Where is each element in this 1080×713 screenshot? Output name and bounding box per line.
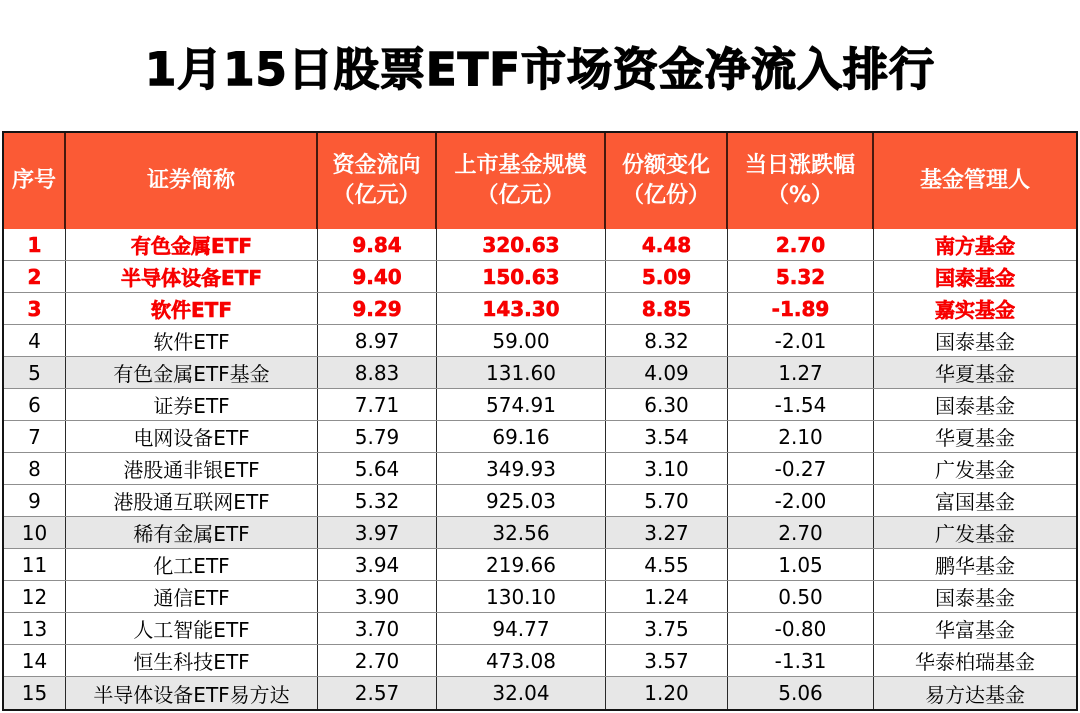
cell-rank: 7	[4, 421, 66, 452]
title-area	[0, 0, 1080, 131]
table-row	[4, 485, 1076, 517]
cell-share_change: 1.24	[606, 581, 728, 612]
table-row	[4, 517, 1076, 549]
cell-manager: 国泰基金	[935, 330, 1015, 354]
cell-manager: 国泰基金	[935, 266, 1015, 290]
table-row	[4, 581, 1076, 613]
cell-flow: 9.40	[318, 261, 437, 292]
cell-flow: 3.97	[318, 517, 437, 548]
cell-pct_change: -2.00	[728, 485, 874, 516]
cell-rank: 10	[4, 517, 66, 548]
cell-flow: 3.94	[318, 549, 437, 580]
cell-size: 94.77	[437, 613, 606, 644]
cell-pct_change: 0.50	[728, 581, 874, 612]
cell-flow: 3.90	[318, 581, 437, 612]
table-row	[4, 325, 1076, 357]
cell-rank: 11	[4, 549, 66, 580]
cell-flow: 2.57	[318, 677, 437, 709]
cell-pct_change: 1.05	[728, 549, 874, 580]
cell-flow: 8.83	[318, 357, 437, 388]
cell-name: 软件ETF	[66, 293, 318, 324]
table-row	[4, 677, 1076, 709]
cell-size: 925.03	[437, 485, 606, 516]
cell-pct_change: -1.54	[728, 389, 874, 420]
cell-size: 32.56	[437, 517, 606, 548]
cell-flow: 5.64	[318, 453, 437, 484]
cell-share_change: 4.48	[606, 229, 728, 260]
cell-pct_change: -1.89	[728, 293, 874, 324]
column-header-rank: 序号	[4, 133, 66, 229]
column-header-size: 上市基金规模 （亿元）	[437, 133, 606, 229]
etf-ranking-table	[2, 131, 1078, 711]
table-row	[4, 549, 1076, 581]
cell-name: 软件ETF	[66, 325, 318, 356]
cell-size: 32.04	[437, 677, 606, 709]
cell-name: 有色金属ETF基金	[66, 357, 318, 388]
cell-rank: 14	[4, 645, 66, 676]
table-row	[4, 261, 1076, 293]
table-row	[4, 645, 1076, 677]
cell-pct_change: 2.10	[728, 421, 874, 452]
cell-size: 150.63	[437, 261, 606, 292]
table-row	[4, 357, 1076, 389]
cell-name: 半导体设备ETF易方达	[66, 677, 318, 709]
cell-pct_change: -1.31	[728, 645, 874, 676]
cell-manager: 国泰基金	[935, 586, 1015, 610]
cell-share_change: 3.57	[606, 645, 728, 676]
cell-name: 港股通非银ETF	[66, 453, 318, 484]
cell-manager: 鹏华基金	[935, 554, 1015, 578]
cell-share_change: 6.30	[606, 389, 728, 420]
cell-manager: 国泰基金	[935, 394, 1015, 418]
cell-rank: 2	[4, 261, 66, 292]
cell-pct_change: 2.70	[728, 517, 874, 548]
cell-flow: 9.84	[318, 229, 437, 260]
cell-manager: 广发基金	[935, 522, 1015, 546]
cell-manager: 南方基金	[935, 234, 1015, 258]
cell-size: 143.30	[437, 293, 606, 324]
cell-size: 320.63	[437, 229, 606, 260]
cell-manager: 易方达基金	[925, 682, 1025, 707]
cell-share_change: 3.75	[606, 613, 728, 644]
cell-pct_change: 1.27	[728, 357, 874, 388]
cell-manager: 广发基金	[935, 458, 1015, 482]
cell-flow: 3.70	[318, 613, 437, 644]
page-title: 1月15日股票ETF市场资金净流入排行	[144, 43, 936, 96]
cell-share_change: 5.70	[606, 485, 728, 516]
table-row	[4, 453, 1076, 485]
cell-flow: 5.79	[318, 421, 437, 452]
cell-pct_change: -0.27	[728, 453, 874, 484]
cell-rank: 8	[4, 453, 66, 484]
cell-share_change: 4.09	[606, 357, 728, 388]
cell-name: 港股通互联网ETF	[66, 485, 318, 516]
cell-share_change: 3.54	[606, 421, 728, 452]
cell-name: 有色金属ETF	[66, 229, 318, 260]
cell-share_change: 1.20	[606, 677, 728, 709]
cell-share_change: 3.27	[606, 517, 728, 548]
column-header-name: 证券简称	[66, 133, 318, 229]
column-header-manager: 基金管理人	[919, 168, 1030, 194]
table-row	[4, 389, 1076, 421]
cell-name: 化工ETF	[66, 549, 318, 580]
cell-size: 574.91	[437, 389, 606, 420]
cell-rank: 12	[4, 581, 66, 612]
cell-share_change: 5.09	[606, 261, 728, 292]
cell-manager: 华富基金	[935, 618, 1015, 642]
cell-size: 349.93	[437, 453, 606, 484]
cell-name: 电网设备ETF	[66, 421, 318, 452]
table-header-row	[4, 133, 1076, 229]
cell-flow: 9.29	[318, 293, 437, 324]
cell-size: 473.08	[437, 645, 606, 676]
cell-flow: 2.70	[318, 645, 437, 676]
cell-rank: 15	[4, 677, 66, 709]
cell-manager: 富国基金	[935, 490, 1015, 514]
cell-flow: 8.97	[318, 325, 437, 356]
cell-name: 恒生科技ETF	[66, 645, 318, 676]
cell-share_change: 4.55	[606, 549, 728, 580]
cell-size: 59.00	[437, 325, 606, 356]
cell-rank: 4	[4, 325, 66, 356]
cell-flow: 5.32	[318, 485, 437, 516]
cell-rank: 13	[4, 613, 66, 644]
cell-pct_change: 2.70	[728, 229, 874, 260]
cell-share_change: 8.32	[606, 325, 728, 356]
table-row	[4, 613, 1076, 645]
cell-share_change: 3.10	[606, 453, 728, 484]
cell-pct_change: -2.01	[728, 325, 874, 356]
cell-rank: 9	[4, 485, 66, 516]
column-header-pct_change: 当日涨跌幅 （%）	[728, 133, 874, 229]
cell-manager: 华泰柏瑞基金	[915, 650, 1035, 674]
column-header-share_change: 份额变化 （亿份）	[606, 133, 728, 229]
cell-name: 证券ETF	[66, 389, 318, 420]
cell-pct_change: -0.80	[728, 613, 874, 644]
cell-size: 69.16	[437, 421, 606, 452]
cell-rank: 3	[4, 293, 66, 324]
cell-size: 131.60	[437, 357, 606, 388]
cell-manager: 华夏基金	[935, 362, 1015, 386]
cell-share_change: 8.85	[606, 293, 728, 324]
cell-manager: 嘉实基金	[935, 298, 1015, 322]
cell-rank: 6	[4, 389, 66, 420]
cell-name: 通信ETF	[66, 581, 318, 612]
cell-pct_change: 5.32	[728, 261, 874, 292]
cell-size: 219.66	[437, 549, 606, 580]
cell-size: 130.10	[437, 581, 606, 612]
column-header-flow: 资金流向 （亿元）	[318, 133, 437, 229]
cell-flow: 7.71	[318, 389, 437, 420]
cell-rank: 1	[4, 229, 66, 260]
table-row	[4, 229, 1076, 261]
table-row	[4, 421, 1076, 453]
table-body	[4, 229, 1076, 709]
cell-manager: 华夏基金	[935, 426, 1015, 450]
table-row	[4, 293, 1076, 325]
cell-name: 半导体设备ETF	[66, 261, 318, 292]
cell-pct_change: 5.06	[728, 677, 874, 709]
cell-name: 人工智能ETF	[66, 613, 318, 644]
cell-name: 稀有金属ETF	[66, 517, 318, 548]
cell-rank: 5	[4, 357, 66, 388]
